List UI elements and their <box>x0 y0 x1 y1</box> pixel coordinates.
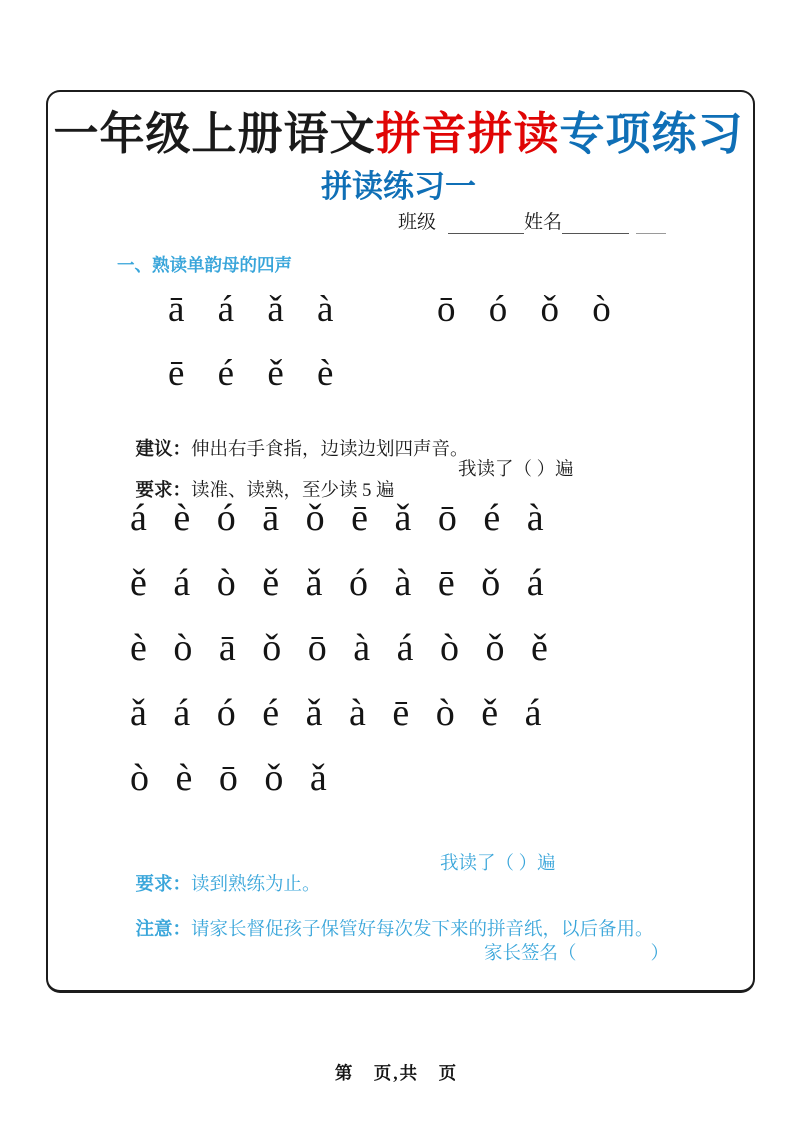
page-number-footer: 第 页,共 页 <box>334 1063 459 1083</box>
tone-row-e: ē é ě è <box>168 353 334 394</box>
pinyin-grid-row: á è ó ā ǒ ē ǎ ō é à <box>130 497 544 539</box>
requirement-label: 要求： <box>135 481 192 501</box>
class-name-row <box>398 207 666 234</box>
pinyin-grid-row: ě á ò ě ǎ ó à ē ǒ á <box>130 562 544 604</box>
pinyin-grid-row: ǎ á ó é ǎ à ē ò ě á <box>130 692 542 734</box>
parent-signature-field: 家长签名（ ） <box>484 944 670 964</box>
suggestion-label: 建议： <box>135 440 192 460</box>
class-label: 班级 <box>398 212 437 233</box>
title-part-grade: 一年级上册语文 <box>53 107 376 160</box>
name-blank-field <box>562 210 629 234</box>
class-blank-field <box>448 210 524 234</box>
title-part-pinyin: 拼音拼读 <box>375 107 560 160</box>
tone-row-o: ō ó ǒ ò <box>437 289 611 330</box>
name-label: 姓名 <box>524 212 563 233</box>
requirement-bottom-label: 要求： <box>135 875 192 895</box>
title-part-special: 专项练习 <box>559 107 744 160</box>
pinyin-grid-row: ò è ō ǒ ǎ <box>130 757 327 799</box>
requirement-bottom-text: 读到熟练为止。 <box>191 875 321 895</box>
notice-text: 请家长督促孩子保管好每次发下来的拼音纸，以后备用。 <box>191 920 654 940</box>
read-count-field-bottom: 我读了（ ）遍 <box>440 854 556 874</box>
requirement-text: 读准、读熟，至少读 5 遍 <box>191 481 395 501</box>
name-blank-field-short <box>636 210 666 234</box>
read-count-field: 我读了（ ）遍 <box>458 460 574 480</box>
suggestion-text: 伸出右手食指，边读边划四声音。 <box>191 440 469 460</box>
tone-row-a: ā á ǎ à <box>168 289 334 330</box>
page-title <box>46 97 751 162</box>
notice-label: 注意： <box>135 920 192 940</box>
pinyin-grid-row: è ò ā ǒ ō à á ò ǒ ě <box>130 627 548 669</box>
section-heading: 一、熟读单韵母的四声 <box>117 255 292 275</box>
worksheet-subtitle: 拼读练习一 <box>321 169 476 204</box>
